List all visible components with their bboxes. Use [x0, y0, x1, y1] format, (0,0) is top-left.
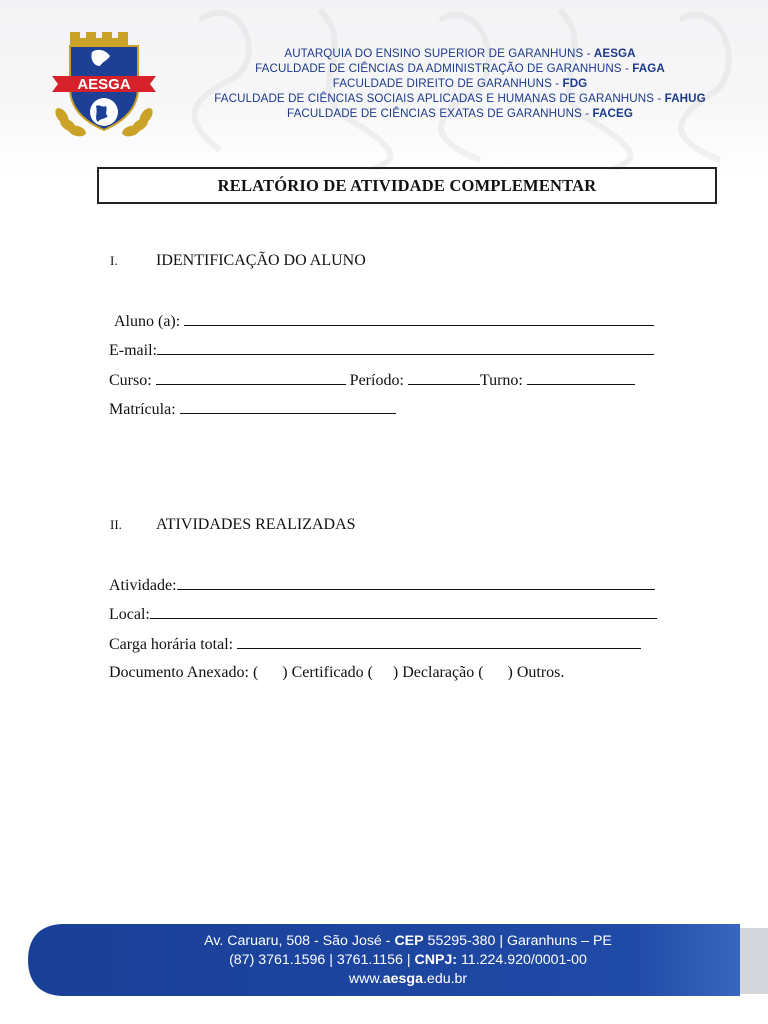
aluno-field[interactable]: Aluno (a): [114, 311, 654, 332]
atividade-field[interactable]: Atividade: [109, 575, 655, 596]
footer-website-link[interactable]: www.aesga.edu.br [348, 971, 468, 987]
institution-lines [190, 46, 730, 121]
institution-line: FACULDADE DIREITO DE GARANHUNS - FDG [332, 77, 588, 90]
aluno-blank[interactable] [184, 311, 654, 326]
local-blank[interactable] [150, 604, 657, 619]
footer-banner [28, 924, 768, 996]
turno-blank[interactable] [527, 370, 635, 385]
institution-line: AUTARQUIA DO ENSINO SUPERIOR DE GARANHUNS - AESGA [284, 47, 636, 60]
section-heading-atividades: II. ATIVIDADES REALIZADAS [110, 516, 356, 533]
institution-line: FACULDADE DE CIÊNCIAS SOCIAIS APLICADAS E HUMANAS DE GARANHUNS - FAHUG [214, 92, 706, 105]
logo-text: AESGA [77, 76, 131, 93]
periodo-blank[interactable] [408, 370, 480, 385]
curso-field[interactable]: Curso: Período: Turno: [109, 370, 635, 391]
carga-horaria-field[interactable]: Carga horária total: [109, 634, 641, 655]
local-field[interactable]: Local: [109, 604, 657, 625]
institution-line: FACULDADE DE CIÊNCIAS EXATAS DE GARANHUNS - FACEG [287, 107, 633, 120]
matricula-field[interactable]: Matrícula: [109, 399, 396, 420]
curso-blank[interactable] [156, 370, 346, 385]
matricula-blank[interactable] [180, 399, 396, 414]
atividade-blank[interactable] [177, 575, 655, 590]
footer-line-phone: (87) 3761.1596 | 3761.1156 | CNPJ: 11.224.920/0001-00 [229, 952, 587, 968]
section-heading-identificacao: I. IDENTIFICAÇÃO DO ALUNO [110, 252, 366, 269]
footer-address [118, 932, 698, 989]
aesga-logo [48, 28, 160, 138]
documento-anexado-field: Documento Anexado: ( ) Certificado ( ) Declaração ( ) Outros. [109, 664, 565, 681]
institution-line: FACULDADE DE CIÊNCIAS DA ADMINISTRAÇÃO DE GARANHUNS - FAGA [255, 62, 665, 75]
carga-horaria-blank[interactable] [237, 634, 641, 649]
email-field[interactable]: E-mail: [109, 340, 654, 361]
document-title: RELATÓRIO DE ATIVIDADE COMPLEMENTAR [97, 167, 717, 204]
footer-line-address: Av. Caruaru, 508 - São José - CEP 55295-380 | Garanhuns – PE [204, 933, 612, 949]
email-blank[interactable] [157, 340, 654, 355]
